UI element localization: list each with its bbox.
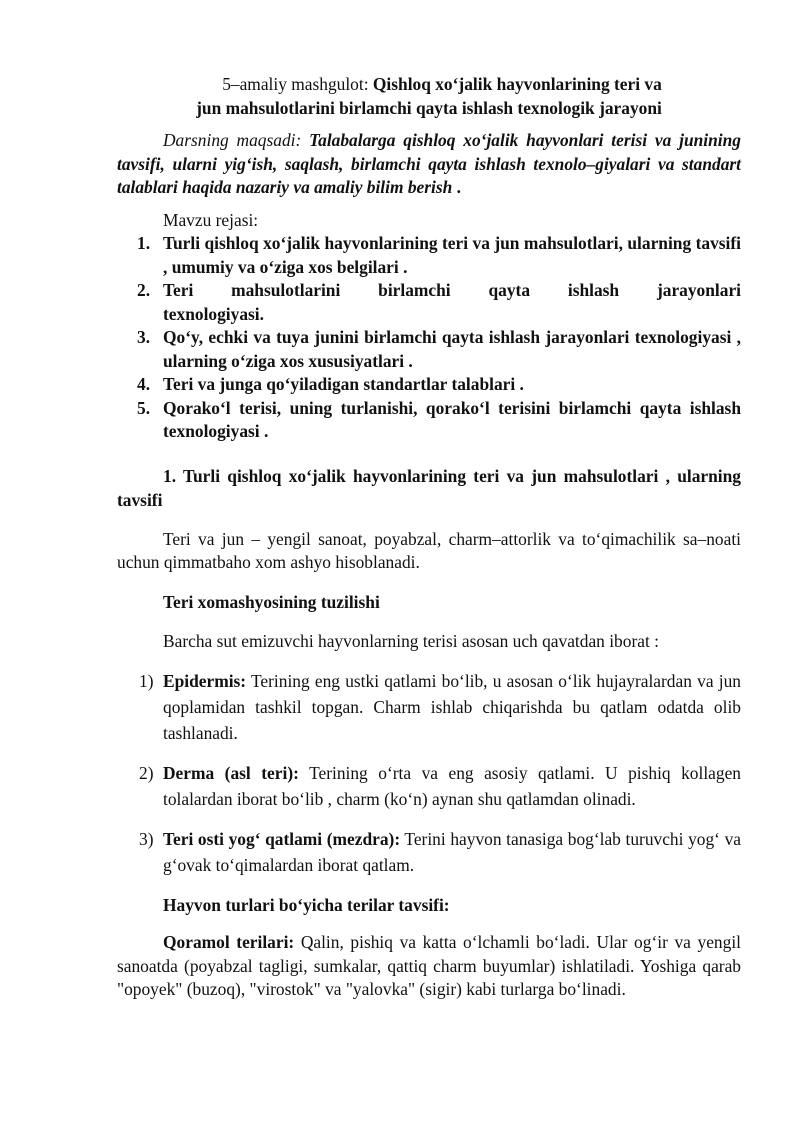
section-heading: 1. Turli qishloq xo‘jalik hayvonlarining teri va jun mahsulotlari , ularning tavsifi — [117, 465, 741, 510]
layer-label: Derma (asl teri): — [163, 762, 299, 783]
document-page — [117, 73, 746, 1002]
cattle-label: Qoramol terilari: — [163, 932, 295, 952]
layer-item: 1) Epidermis: Terining eng ustki qatlami bo‘lib, u asosan o‘lik hujayralardan va jun qoplamidan tashkil topgan. Charm ishlab chiqarishda bu qatlam odatda olib tashlanadi. — [139, 670, 741, 743]
goal-end: . — [452, 177, 461, 197]
layer-item: 2) Derma (asl teri): Terining o‘rta va eng asosiy qatlami. U pishiq kollagen tolalardan iborat bo‘lib , charm (ko‘n) aynan shu qatlamdan olinadi. — [139, 762, 741, 809]
layer-item: 3) Teri osti yog‘ qatlami (mezdra): Terini hayvon tanasiga bog‘lab turuvchi yog‘ va g‘ovak to‘qimalardan iborat qatlam. — [139, 828, 741, 875]
types-heading: Hayvon turlari bo‘yicha terilar tavsifi: — [163, 894, 450, 915]
cattle-paragraph: Qoramol terilari: Qalin, pishiq va katta o‘lchamli bo‘ladi. Ular og‘ir va yengil sanoatda (poyabzal tagligi, sumkalar, qattiq charm buyumlar) ishlatiladi. Yoshiga qarab "opoyek" (buzoq), "virostok" va "yalovka" (sigir) kabi turlarga bo‘linadi. — [117, 932, 741, 999]
plan-title: Mavzu rejasi: — [163, 209, 259, 230]
layers-list — [117, 668, 741, 878]
goal-label: Darsning maqsadi: — [163, 130, 310, 150]
section-intro: Teri va jun – yengil sanoat, poyabzal, charm–attorlik va to‘qimachilik sa–noati uchun qimmatbaho xom ashyo hisoblanadi. — [117, 528, 741, 572]
title-bold-line2: jun mahsulotlarini birlamchi qayta ishlash texnologik jarayoni — [196, 97, 662, 118]
document-title — [117, 73, 741, 120]
title-prefix: 5–amaliy mashgulot: — [222, 74, 373, 94]
plan-item: 5. Qorako‘l terisi, uning turlanishi, qorako‘l terisini birlamchi qayta ishlash texnologiyasi . — [137, 397, 741, 441]
lesson-goal — [117, 129, 741, 200]
layers-intro: Barcha sut emizuvchi hayvonlarning terisi asosan uch qavatdan iborat : — [163, 631, 659, 651]
layer-label: Teri osti yog‘ qatlami (mezdra): — [163, 828, 401, 849]
goal-text: Talabalarga qishloq xo‘jalik hayvonlari terisi va junining tavsifi, ularni yig‘ish, saqlash, birlamchi qayta ishlash texnolo–giyalari va standart talablari haqida nazariy va amaliy bilim berish — [117, 130, 741, 197]
title-bold-line1: Qishloq xo‘jalik hayvonlarining teri va — [372, 74, 662, 94]
plan-item: 4. Teri va junga qo‘yiladigan standartlar talablari . — [137, 374, 524, 394]
structure-heading: Teri xomashyosining tuzilishi — [163, 591, 380, 612]
plan-item: 1. Turli qishloq xo‘jalik hayvonlarining teri va jun mahsulotlari, ularning tavsifi , umumiy va o‘ziga xos belgilari . — [137, 233, 741, 277]
plan-item: 3. Qo‘y, echki va tuya junini birlamchi qayta ishlash jarayonlari texnologiyasi , ularning o‘ziga xos xususiyatlari . — [137, 327, 741, 371]
layer-label: Epidermis: — [163, 670, 247, 691]
plan-list — [117, 232, 746, 444]
plan-item: 2. Teri mahsulotlarini birlamchi qayta ishlash jarayonlari texnologiyasi. — [137, 280, 746, 324]
